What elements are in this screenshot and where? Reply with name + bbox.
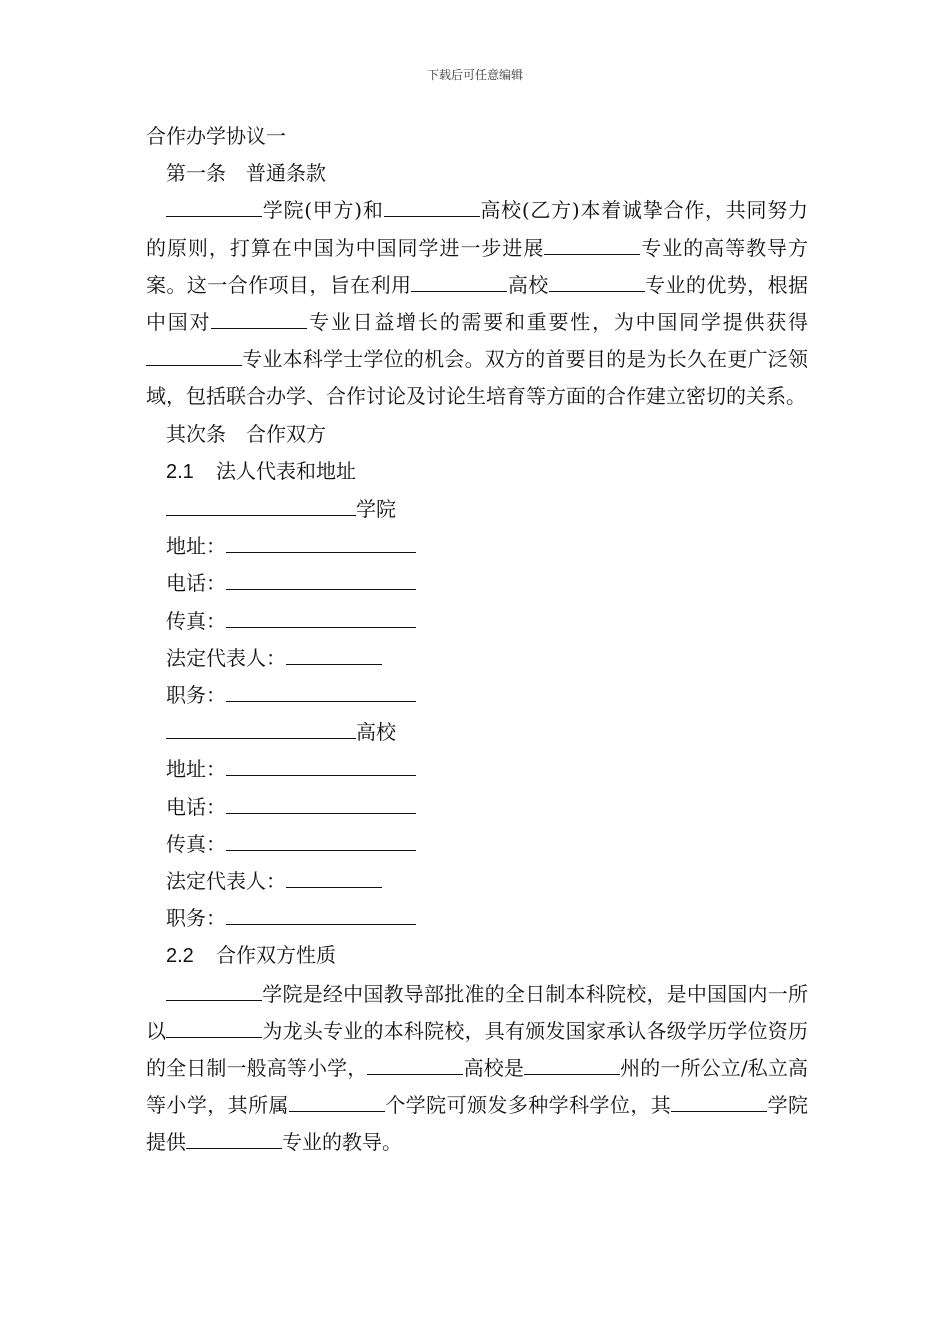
party-a-rep-line [146,640,808,677]
field-label: 法定代表人： [166,869,286,894]
field-label: 电话： [166,571,226,596]
party-a-position-line [146,677,808,714]
section-title: 法人代表和地址 [216,458,356,483]
field-label: 法定代表人： [166,645,286,670]
paragraph-text: 高校是 [463,1056,524,1081]
party-a-fax-line [146,603,808,640]
blank-field [166,1018,262,1038]
paragraph-text: 学院是经中国教导部批准的全日制本科院校，是中国国内一所以 [146,981,808,1043]
section-2-1-heading [146,453,808,491]
party-b-name-suffix: 高校 [356,720,396,745]
field-label: 地址： [166,534,226,559]
field-label: 职务： [166,906,226,931]
blank-field [286,868,382,888]
paragraph-text: 专业的优势，根据中国对 [146,272,809,335]
blank-field [411,272,507,292]
party-b-rep-line [146,863,808,900]
blank-field [226,905,416,925]
blank-field [166,719,356,739]
party-a-name-line [146,491,808,528]
article-1-number: 第一条 [166,161,226,186]
blank-field [226,682,416,702]
page-header: 下载后可任意编辑 [426,68,523,82]
blank-field [671,1092,767,1112]
field-label: 传真： [166,831,226,856]
blank-field [226,756,416,776]
field-label: 传真： [166,608,226,633]
article-1-title: 普通条款 [246,161,326,186]
blank-field [544,235,640,255]
paragraph-text: 个学院可颁发多种学科学位，其 [384,1093,672,1118]
paragraph-text: 专业本科学士学位的机会。双方的首要目的是为长久在更广泛领域，包括联合办学、合作讨论及讨论生培育等方面的合作建立密切的关系。 [146,347,808,409]
section-2-2-heading [146,937,808,975]
paragraph-text: 高校(乙方)本着诚挚合作，共同努力的原则，打算在中国为中国同学进一步进展 [146,198,809,260]
blank-field [226,570,416,590]
section-2-2-paragraph [146,976,808,1162]
article-2-title: 合作双方 [246,421,326,446]
field-label: 地址： [166,757,226,782]
party-b-position-line [146,900,808,937]
paragraph-text: 专业的高等教导方案。这一合作项目，旨在利用 [146,235,809,297]
blank-field [549,272,645,292]
paragraph-text: 专业日益增长的需要和重要性，为中国同学提供获得 [307,310,809,335]
blank-field [186,1129,282,1149]
field-label: 电话： [166,794,226,819]
party-b-name-line [146,714,808,751]
party-b-fax-line [146,826,808,863]
party-a-phone-line [146,565,808,602]
blank-field [146,346,242,366]
blank-field [226,831,416,851]
blank-field [367,1055,463,1075]
blank-field [166,197,262,217]
paragraph-text: 高校 [507,272,549,297]
party-b-phone-line [146,789,808,826]
blank-field [524,1055,620,1075]
article-2-number: 其次条 [166,421,226,446]
section-title: 合作双方性质 [216,943,336,968]
field-label: 职务： [166,683,226,708]
party-b-address-line [146,751,808,788]
article-1-heading [146,155,808,192]
blank-field [166,981,262,1001]
blank-field [226,794,416,814]
party-a-address-line [146,528,808,565]
paragraph-text: 州的一所公立/私立高等小学，其所属 [146,1056,809,1118]
article-1-paragraph [146,192,808,415]
document-title: 合作办学协议一 [146,124,286,148]
blank-field [286,645,382,665]
blank-field [289,1092,385,1112]
blank-field [226,533,416,553]
section-number: 2.2 [166,945,194,968]
paragraph-text: 专业的教导。 [282,1130,402,1155]
party-a-name-suffix: 学院 [356,497,396,522]
blank-field [384,197,480,217]
paragraph-text: 学院(甲方)和 [262,198,384,223]
paragraph-text: 学院提供 [146,1093,809,1155]
document-body [146,118,808,1162]
blank-field [211,309,307,329]
article-2-heading [146,416,808,453]
paragraph-text: 为龙头专业的本科院校，具有颁发国家承认各级学历学位资历的全日制一般高等小学， [146,1018,809,1081]
section-number: 2.1 [166,460,194,483]
blank-field [226,608,416,628]
blank-field [166,496,356,516]
